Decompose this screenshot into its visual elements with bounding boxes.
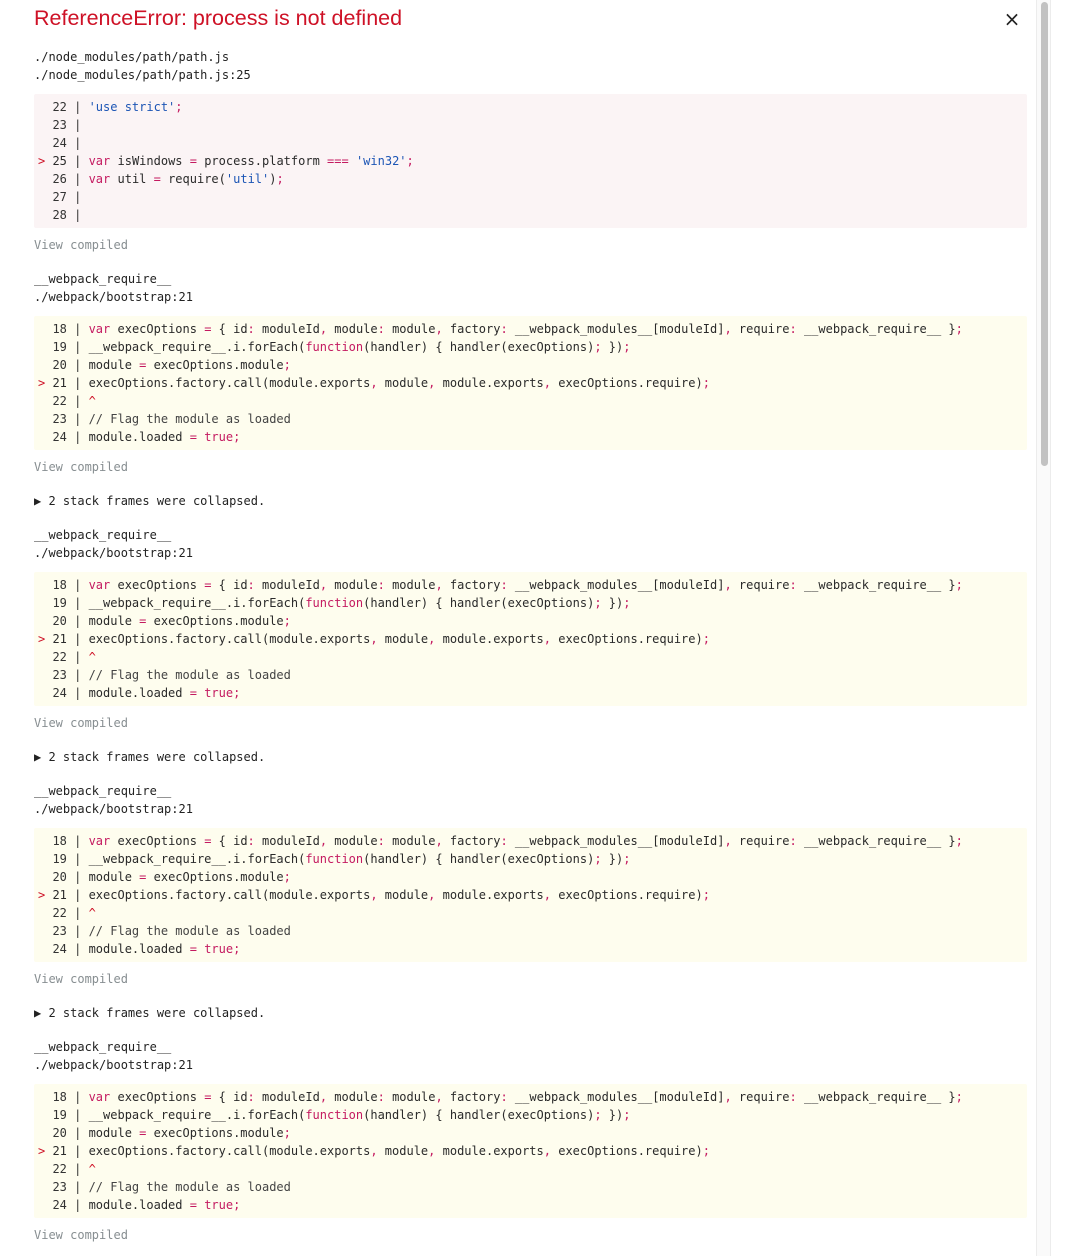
line-number: > 21 | — [38, 1144, 89, 1158]
frame-location: ./webpack/bootstrap:21 — [34, 290, 193, 304]
code-text: __webpack_require__.i.forEach(function(handler) { handler(execOptions); }); — [88, 1108, 631, 1122]
code-line — [38, 922, 1027, 940]
view-compiled-link[interactable]: View compiled — [34, 238, 128, 252]
code-text: module = execOptions.module; — [88, 614, 291, 628]
line-number: > 25 | — [38, 154, 89, 168]
code-line — [38, 1196, 1027, 1214]
code-text: module.loaded = true; — [88, 686, 241, 700]
code-line — [38, 594, 1027, 612]
code-text: // Flag the module as loaded — [88, 924, 291, 938]
code-line — [38, 1088, 1027, 1106]
line-number: 19 | — [38, 852, 89, 866]
code-line — [38, 338, 1027, 356]
code-line — [38, 576, 1027, 594]
frame-location: ./node_modules/path/path.js:25 — [34, 68, 251, 82]
line-number: 23 | — [38, 118, 89, 132]
frame-function: ./node_modules/path/path.js — [34, 50, 230, 64]
code-snippet — [34, 94, 1027, 228]
view-compiled-link[interactable]: View compiled — [34, 460, 128, 474]
frame-location: ./webpack/bootstrap:21 — [34, 802, 193, 816]
code-line-highlighted — [38, 1142, 1027, 1160]
code-text: execOptions.factory.call(module.exports, module, module.exports, execOptions.require); — [88, 376, 710, 390]
error-title: ReferenceError: process is not defined — [34, 6, 403, 30]
code-line — [38, 410, 1027, 428]
line-number: 22 | — [38, 1162, 89, 1176]
code-snippet — [34, 1084, 1027, 1218]
code-line — [38, 320, 1027, 338]
stack-frame — [34, 526, 1027, 732]
line-number: 23 | — [38, 412, 89, 426]
line-number: 26 | — [38, 172, 89, 186]
code-line — [38, 428, 1027, 446]
code-text: execOptions.factory.call(module.exports, module, module.exports, execOptions.require); — [88, 888, 710, 902]
view-compiled-link[interactable]: View compiled — [34, 716, 128, 730]
code-text: ^ — [88, 394, 96, 408]
code-text: module = execOptions.module; — [88, 1126, 291, 1140]
line-number: 28 | — [38, 208, 89, 222]
close-icon[interactable]: × — [1003, 7, 1021, 31]
code-text: var util = require('util'); — [88, 172, 284, 186]
code-text: var execOptions = { id: moduleId, module: module, factory: __webpack_modules__[moduleId], require: __webpack_require__ }; — [88, 322, 963, 336]
line-number: 18 | — [38, 1090, 89, 1104]
code-snippet — [34, 572, 1027, 706]
frame-location: ./webpack/bootstrap:21 — [34, 1058, 193, 1072]
stack-frame — [34, 782, 1027, 988]
code-text: var execOptions = { id: moduleId, module: module, factory: __webpack_modules__[moduleId], require: __webpack_require__ }; — [88, 578, 963, 592]
code-line — [38, 1160, 1027, 1178]
code-text: var execOptions = { id: moduleId, module: module, factory: __webpack_modules__[moduleId], require: __webpack_require__ }; — [88, 1090, 963, 1104]
stack-frame — [34, 1038, 1027, 1244]
code-line — [38, 832, 1027, 850]
code-text: ^ — [88, 650, 96, 664]
stack-frames — [34, 48, 1027, 1244]
code-text: ^ — [88, 1162, 96, 1176]
collapsed-frames-toggle[interactable]: ▶ 2 stack frames were collapsed. — [34, 1006, 266, 1020]
code-line — [38, 666, 1027, 684]
line-number: 20 | — [38, 870, 89, 884]
code-text: // Flag the module as loaded — [88, 668, 291, 682]
code-line — [38, 188, 1027, 206]
line-number: 24 | — [38, 430, 89, 444]
code-text: execOptions.factory.call(module.exports, module, module.exports, execOptions.require); — [88, 1144, 710, 1158]
frame-function: __webpack_require__ — [34, 1040, 172, 1054]
code-line-highlighted — [38, 374, 1027, 392]
code-text: // Flag the module as loaded — [88, 412, 291, 426]
line-number: 18 | — [38, 322, 89, 336]
line-number: 19 | — [38, 1108, 89, 1122]
line-number: 24 | — [38, 686, 89, 700]
code-line — [38, 1124, 1027, 1142]
code-line — [38, 170, 1027, 188]
line-number: 22 | — [38, 906, 89, 920]
frame-function: __webpack_require__ — [34, 528, 172, 542]
line-number: 24 | — [38, 136, 89, 150]
code-snippet — [34, 316, 1027, 450]
scrollbar-thumb[interactable] — [1041, 2, 1048, 466]
code-text: // Flag the module as loaded — [88, 1180, 291, 1194]
line-number: 20 | — [38, 358, 89, 372]
view-compiled-link[interactable]: View compiled — [34, 1228, 128, 1242]
collapsed-frames-toggle[interactable]: ▶ 2 stack frames were collapsed. — [34, 494, 266, 508]
code-text: execOptions.factory.call(module.exports, module, module.exports, execOptions.require); — [88, 632, 710, 646]
line-number: 22 | — [38, 394, 89, 408]
line-number: > 21 | — [38, 376, 89, 390]
code-text: module.loaded = true; — [88, 942, 241, 956]
code-line-highlighted — [38, 152, 1027, 170]
code-line — [38, 904, 1027, 922]
code-line — [38, 116, 1027, 134]
frame-location: ./webpack/bootstrap:21 — [34, 546, 193, 560]
line-number: 22 | — [38, 650, 89, 664]
code-line — [38, 392, 1027, 410]
code-line — [38, 1106, 1027, 1124]
stack-frame — [34, 48, 1027, 254]
code-snippet — [34, 828, 1027, 962]
vertical-scrollbar[interactable] — [1036, 0, 1051, 1256]
line-number: 23 | — [38, 668, 89, 682]
code-line — [38, 850, 1027, 868]
code-text: __webpack_require__.i.forEach(function(handler) { handler(execOptions); }); — [88, 340, 631, 354]
line-number: 19 | — [38, 596, 89, 610]
code-text: __webpack_require__.i.forEach(function(handler) { handler(execOptions); }); — [88, 852, 631, 866]
line-number: 27 | — [38, 190, 89, 204]
line-number: 24 | — [38, 942, 89, 956]
line-number: 19 | — [38, 340, 89, 354]
code-line — [38, 134, 1027, 152]
code-line — [38, 1178, 1027, 1196]
code-line-highlighted — [38, 886, 1027, 904]
line-number: 23 | — [38, 924, 89, 938]
line-number: 22 | — [38, 100, 89, 114]
code-line-highlighted — [38, 630, 1027, 648]
collapsed-frames-toggle[interactable]: ▶ 2 stack frames were collapsed. — [34, 750, 266, 764]
stack-frame — [34, 270, 1027, 476]
code-line — [38, 98, 1027, 116]
code-text: var isWindows = process.platform === 'win32'; — [88, 154, 414, 168]
frame-function: __webpack_require__ — [34, 784, 172, 798]
line-number: > 21 | — [38, 632, 89, 646]
line-number: > 21 | — [38, 888, 89, 902]
code-line — [38, 684, 1027, 702]
code-text: var execOptions = { id: moduleId, module: module, factory: __webpack_modules__[moduleId], require: __webpack_require__ }; — [88, 834, 963, 848]
code-line — [38, 940, 1027, 958]
line-number: 18 | — [38, 578, 89, 592]
line-number: 23 | — [38, 1180, 89, 1194]
line-number: 18 | — [38, 834, 89, 848]
line-number: 24 | — [38, 1198, 89, 1212]
code-text: 'use strict'; — [88, 100, 183, 114]
code-line — [38, 612, 1027, 630]
view-compiled-link[interactable]: View compiled — [34, 972, 128, 986]
code-text: module.loaded = true; — [88, 430, 241, 444]
code-text: ^ — [88, 906, 96, 920]
code-text: module = execOptions.module; — [88, 870, 291, 884]
code-line — [38, 356, 1027, 374]
line-number: 20 | — [38, 1126, 89, 1140]
code-line — [38, 648, 1027, 666]
code-text: module = execOptions.module; — [88, 358, 291, 372]
line-number: 20 | — [38, 614, 89, 628]
code-line — [38, 868, 1027, 886]
code-text: __webpack_require__.i.forEach(function(handler) { handler(execOptions); }); — [88, 596, 631, 610]
frame-function: __webpack_require__ — [34, 272, 172, 286]
code-line — [38, 206, 1027, 224]
code-text: module.loaded = true; — [88, 1198, 241, 1212]
